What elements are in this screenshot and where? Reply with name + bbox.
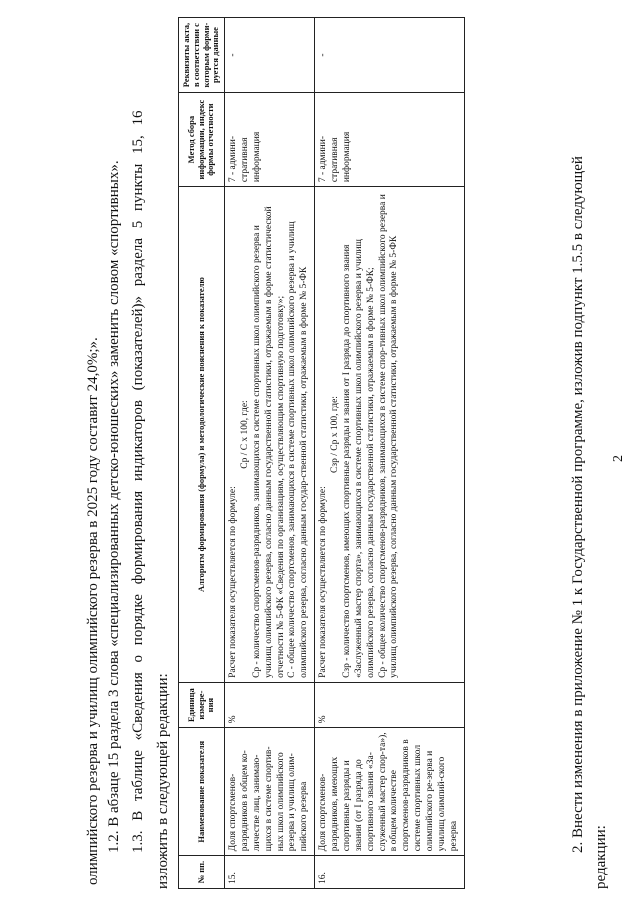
indicators-table (178, 17, 465, 889)
row-name: Доля спортсменов-разрядников, имеющих спортивные разряды и звания (от I разряда до спортивного звания «За-служенный мастер спор-та»), в общем количестве спортсменов-разрядников в системе спортивных школ олимпийского ре-зерва и училищ олимпий-ского резерва (315, 728, 465, 856)
paragraph-item-1-2: 1.2. В абзаце 15 раздела 3 слова «специализированных детско-юношеских» заменить словом «спортивных». (106, 160, 122, 853)
paragraph-item-2: 2. Внести изменения в приложение № 1 к Государственной программе, изложив подпункт 1.5.5 в следующей (570, 156, 586, 853)
paragraph-item-2-cont: редакции: (593, 825, 609, 889)
page-number: 2 (611, 455, 626, 462)
algo-paragraph: С - общее количество спортсменов, занимающихся в системе спортивных школ олимпийского резерва и училищ олимпийского резерва, согласно данным государ-ственной статистики, отражаемым в форме № 5-ФК (287, 221, 310, 678)
row-unit: % (315, 682, 465, 727)
paragraph-item-1-3: 1.3. В таблице «Сведения о порядке формирования индикаторов (показателей)» раздела 5 пункты 15, 16 (130, 110, 146, 853)
row-requisites: - (315, 18, 465, 93)
header-unit: Единица измере-ния (179, 682, 225, 727)
table-header-row (179, 18, 225, 889)
algo-formula: Ср / С х 100, где: (239, 400, 250, 469)
table-row (225, 18, 315, 889)
row-algorithm (315, 187, 465, 683)
row-method: 7 - админи-стративная информация (225, 93, 315, 187)
paragraph-item-1-3-cont: изложить в следующей редакции: (155, 673, 171, 889)
header-method: Метод сбора информации, индекс формы отчетности (179, 93, 225, 187)
algo-paragraph: Ср - общее количество спортсменов-разрядников, занимающихся в системе спор-тивных школ олимпийского резерва и училищ олимпийского резерва, согласно данным государственной статистики, отражаемым в форме № 5-ФК (377, 194, 400, 678)
paragraph-line-1: олимпийского резерва и училищ олимпийского резерва в 2025 году составит 24,0%;». (85, 337, 101, 885)
header-algorithm: Алгоритм формирования (формула) и методологические пояснения к показателю (179, 187, 225, 683)
row-unit: % (225, 682, 315, 727)
header-num: № пп. (179, 856, 225, 889)
header-name: Наименование показателя (179, 728, 225, 856)
algo-paragraph: Ср - количество спортсменов-разрядников, занимающихся в системе спортивных школ олимпийского резерва и училищ олимпийского резерва, согласно данным государственной статистики, отражаемым в форме статистической отчетности № 5-ФК «Сведения по организациям, осуществляющим спортивную подготовку»; (251, 206, 286, 678)
row-method: 7 - админи-стративная информация (315, 93, 465, 187)
row-algorithm (225, 187, 315, 683)
header-requisites: Реквизиты акта, в соответствии с которым форми-руется данные (179, 18, 225, 93)
algo-intro: Расчет показателя осуществляется по формуле: (318, 486, 329, 678)
row-name: Доля спортсменов-разрядников в общем ко-личестве лиц, занимаю-щихся в системе спортив-ных школ олимпийского резерва и училищ олим-пийского резерва (225, 728, 315, 856)
row-requisites: - (225, 18, 315, 93)
row-num: 16. (315, 856, 465, 889)
row-num: 15. (225, 856, 315, 889)
algo-intro: Расчет показателя осуществляется по формуле: (228, 486, 239, 678)
table-row (315, 18, 465, 889)
algo-paragraph: Сзр - количество спортсменов, имеющих спортивные разряды и звания от I разряда до спортивного звания «Заслуженный мастер спорта», занимающихся в системе спортивных школ олимпийского резерва и училищ олимпийского резерва, согласно данным государственной статистики, отражаемым в форме № 5-ФК; (341, 239, 376, 678)
algo-formula: Сзр / Ср х 100, где: (330, 396, 341, 473)
